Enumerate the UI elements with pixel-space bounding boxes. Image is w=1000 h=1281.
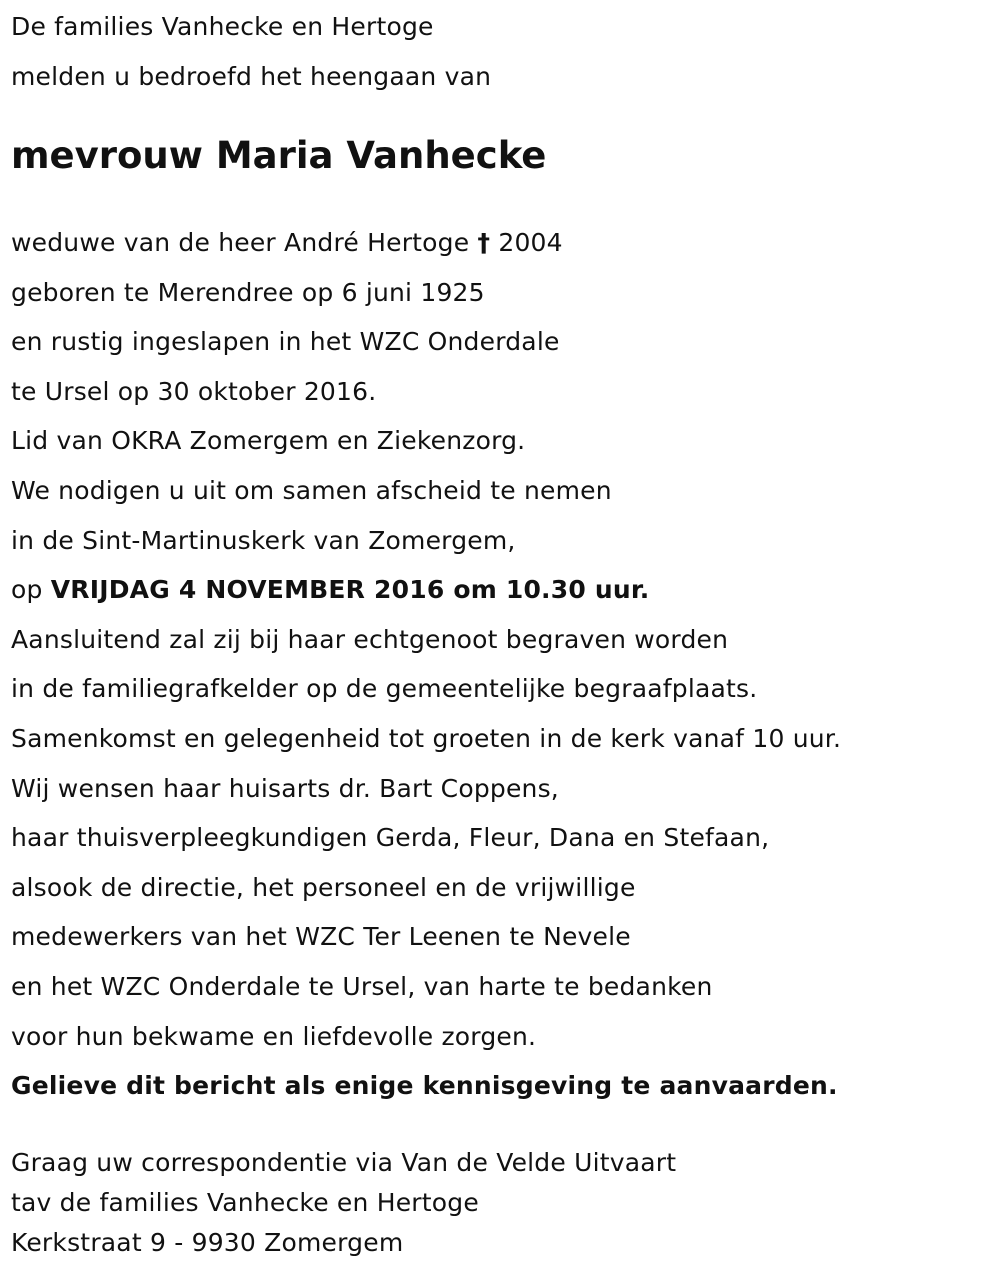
thanks-line-nurses: haar thuisverpleegkundigen Gerda, Fleur, Dana en Stefaan,: [11, 823, 770, 853]
service-line-prefix: op: [11, 575, 51, 605]
burial-line: Aansluitend zal zij bij haar echtgenoot begraven worden: [11, 624, 729, 654]
thanks-line-care: voor hun bekwame en liefdevolle zorgen.: [11, 1021, 537, 1051]
thanks-line-ter-leenen: medewerkers van het WZC Ter Leenen te Nevele: [11, 922, 631, 952]
service-line: [11, 565, 841, 615]
correspondence-line-funeral-home: Graag uw correspondentie via Van de Velde Uitvaart: [11, 1148, 677, 1177]
thanks-line-staff: alsook de directie, het personeel en de vrijwillige: [11, 872, 636, 902]
intro-block: [11, 2, 491, 101]
widow-line: [11, 218, 841, 268]
burial-place-line: in de familiegrafkelder op de gemeentelijke begraafplaats.: [11, 674, 758, 704]
correspondence-line-address: Kerkstraat 9 - 9930 Zomergem: [11, 1228, 404, 1257]
obituary-body: [11, 218, 841, 1111]
cross-icon: †: [477, 228, 491, 257]
correspondence-block: [11, 1143, 676, 1263]
intro-line-announcement: melden u bedroefd het heengaan van: [11, 61, 492, 91]
correspondence-line-attention: tav de families Vanhecke en Hertoge: [11, 1188, 479, 1217]
intro-line-families: De families Vanhecke en Hertoge: [11, 12, 434, 41]
widow-line-year: 2004: [490, 228, 563, 257]
widow-line-text: weduwe van de heer André Hertoge: [11, 228, 478, 257]
membership-line: Lid van OKRA Zomergem en Ziekenzorg.: [11, 426, 526, 456]
deceased-name: mevrouw Maria Vanhecke: [11, 134, 547, 177]
service-date-time: VRIJDAG 4 NOVEMBER 2016 om 10.30 uur.: [50, 575, 650, 605]
thanks-line-onderdale: en het WZC Onderdale te Ursel, van harte te bedanken: [11, 971, 713, 1001]
gathering-line: Samenkomst en gelegenheid tot groeten in de kerk vanaf 10 uur.: [11, 723, 842, 753]
church-line: in de Sint-Martinuskerk van Zomergem,: [11, 525, 516, 555]
invitation-line: We nodigen u uit om samen afscheid te nemen: [11, 475, 612, 505]
notice-line: Gelieve dit bericht als enige kennisgeving te aanvaarden.: [11, 1071, 838, 1101]
birth-line: geboren te Merendree op 6 juni 1925: [11, 277, 485, 307]
passing-date-line: te Ursel op 30 oktober 2016.: [11, 376, 377, 406]
thanks-line-doctor: Wij wensen haar huisarts dr. Bart Coppens,: [11, 773, 559, 803]
passing-line: en rustig ingeslapen in het WZC Onderdale: [11, 327, 560, 357]
